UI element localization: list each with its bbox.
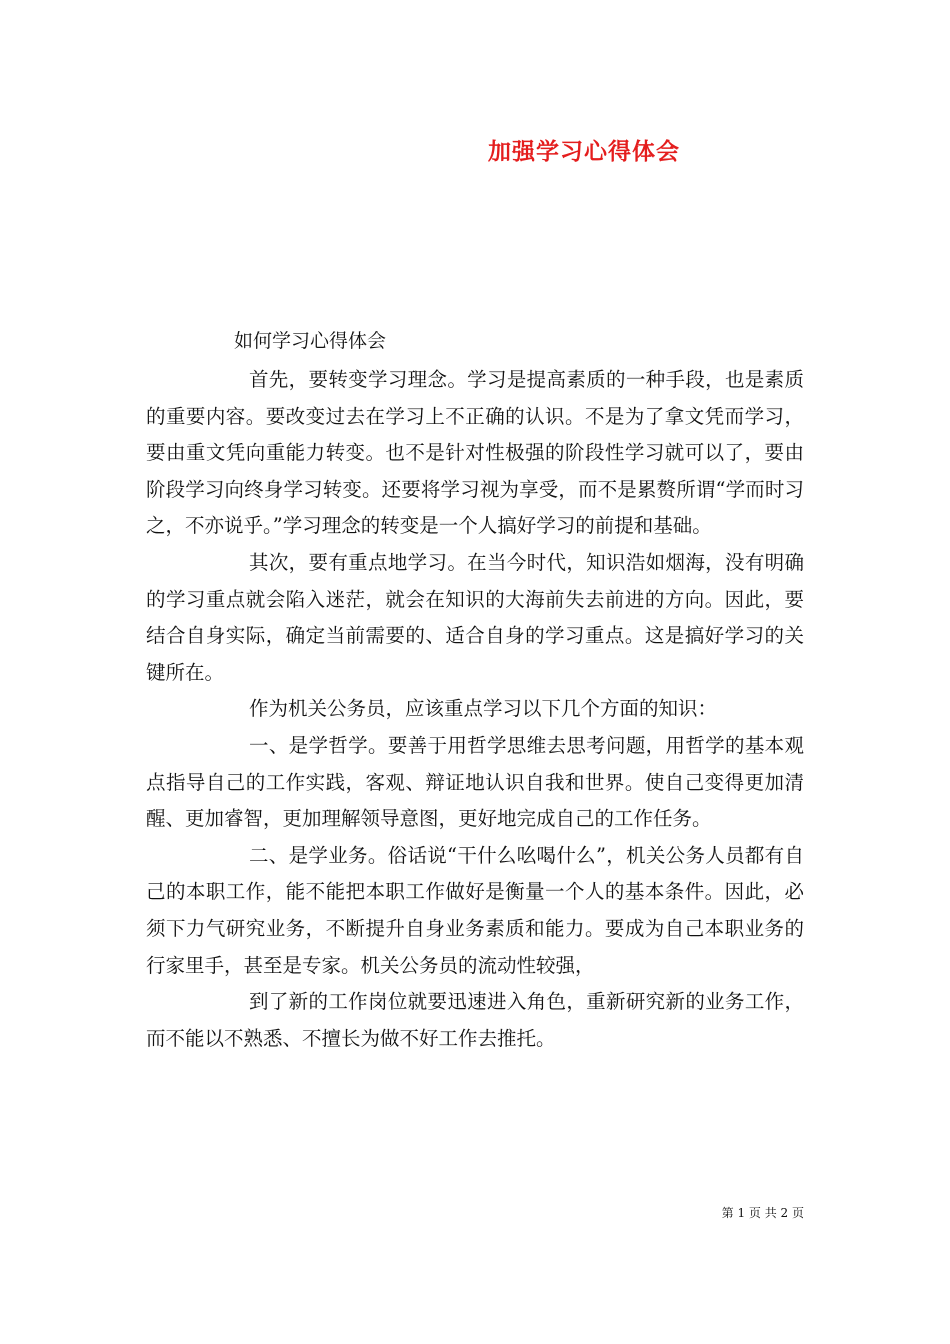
body-text — [146, 362, 804, 1057]
paragraph-5: 二、是学业务。俗话说“干什么吆喝什么”，机关公务人员都有自己的本职工作，能不能把本职工作做好是衡量一个人的基本条件。因此，必须下力气研究业务，不断提升自身业务素质和能力。要成为自己本职业务的行家里手，甚至是专家。机关公务员的流动性较强， — [146, 843, 804, 977]
paragraph-1: 首先，要转变学习理念。学习是提高素质的一种手段，也是素质的重要内容。要改变过去在学习上不正确的认识。不是为了拿文凭而学习，要由重文凭向重能力转变。也不是针对性极强的阶段性学习就可以了，要由阶段学习向终身学习转变。还要将学习视为享受，而不是累赘所谓“学而时习之，不亦说乎。”学习理念的转变是一个人搞好学习的前提和基础。 — [146, 368, 804, 538]
page-title: 加强学习心得体会 — [488, 138, 680, 165]
page-footer: 第 1 页 共 2 页 — [721, 1206, 804, 1220]
paragraph-6: 到了新的工作岗位就要迅速进入角色，重新研究新的业务工作，而不能以不熟悉、不擅长为做不好工作去推托。 — [146, 990, 804, 1050]
paragraph-2: 其次，要有重点地学习。在当今时代，知识浩如烟海，没有明确的学习重点就会陷入迷茫，就会在知识的大海前失去前进的方向。因此，要结合自身实际，确定当前需要的、适合自身的学习重点。这是搞好学习的关键所在。 — [146, 550, 804, 684]
subtitle: 如何学习心得体会 — [234, 330, 387, 352]
paragraph-4: 一、是学哲学。要善于用哲学思维去思考问题，用哲学的基本观点指导自己的工作实践，客观、辩证地认识自我和世界。使自己变得更加清醒、更加睿智，更加理解领导意图，更好地完成自己的工作任务。 — [146, 733, 804, 831]
paragraph-3: 作为机关公务员，应该重点学习以下几个方面的知识： — [249, 697, 718, 721]
